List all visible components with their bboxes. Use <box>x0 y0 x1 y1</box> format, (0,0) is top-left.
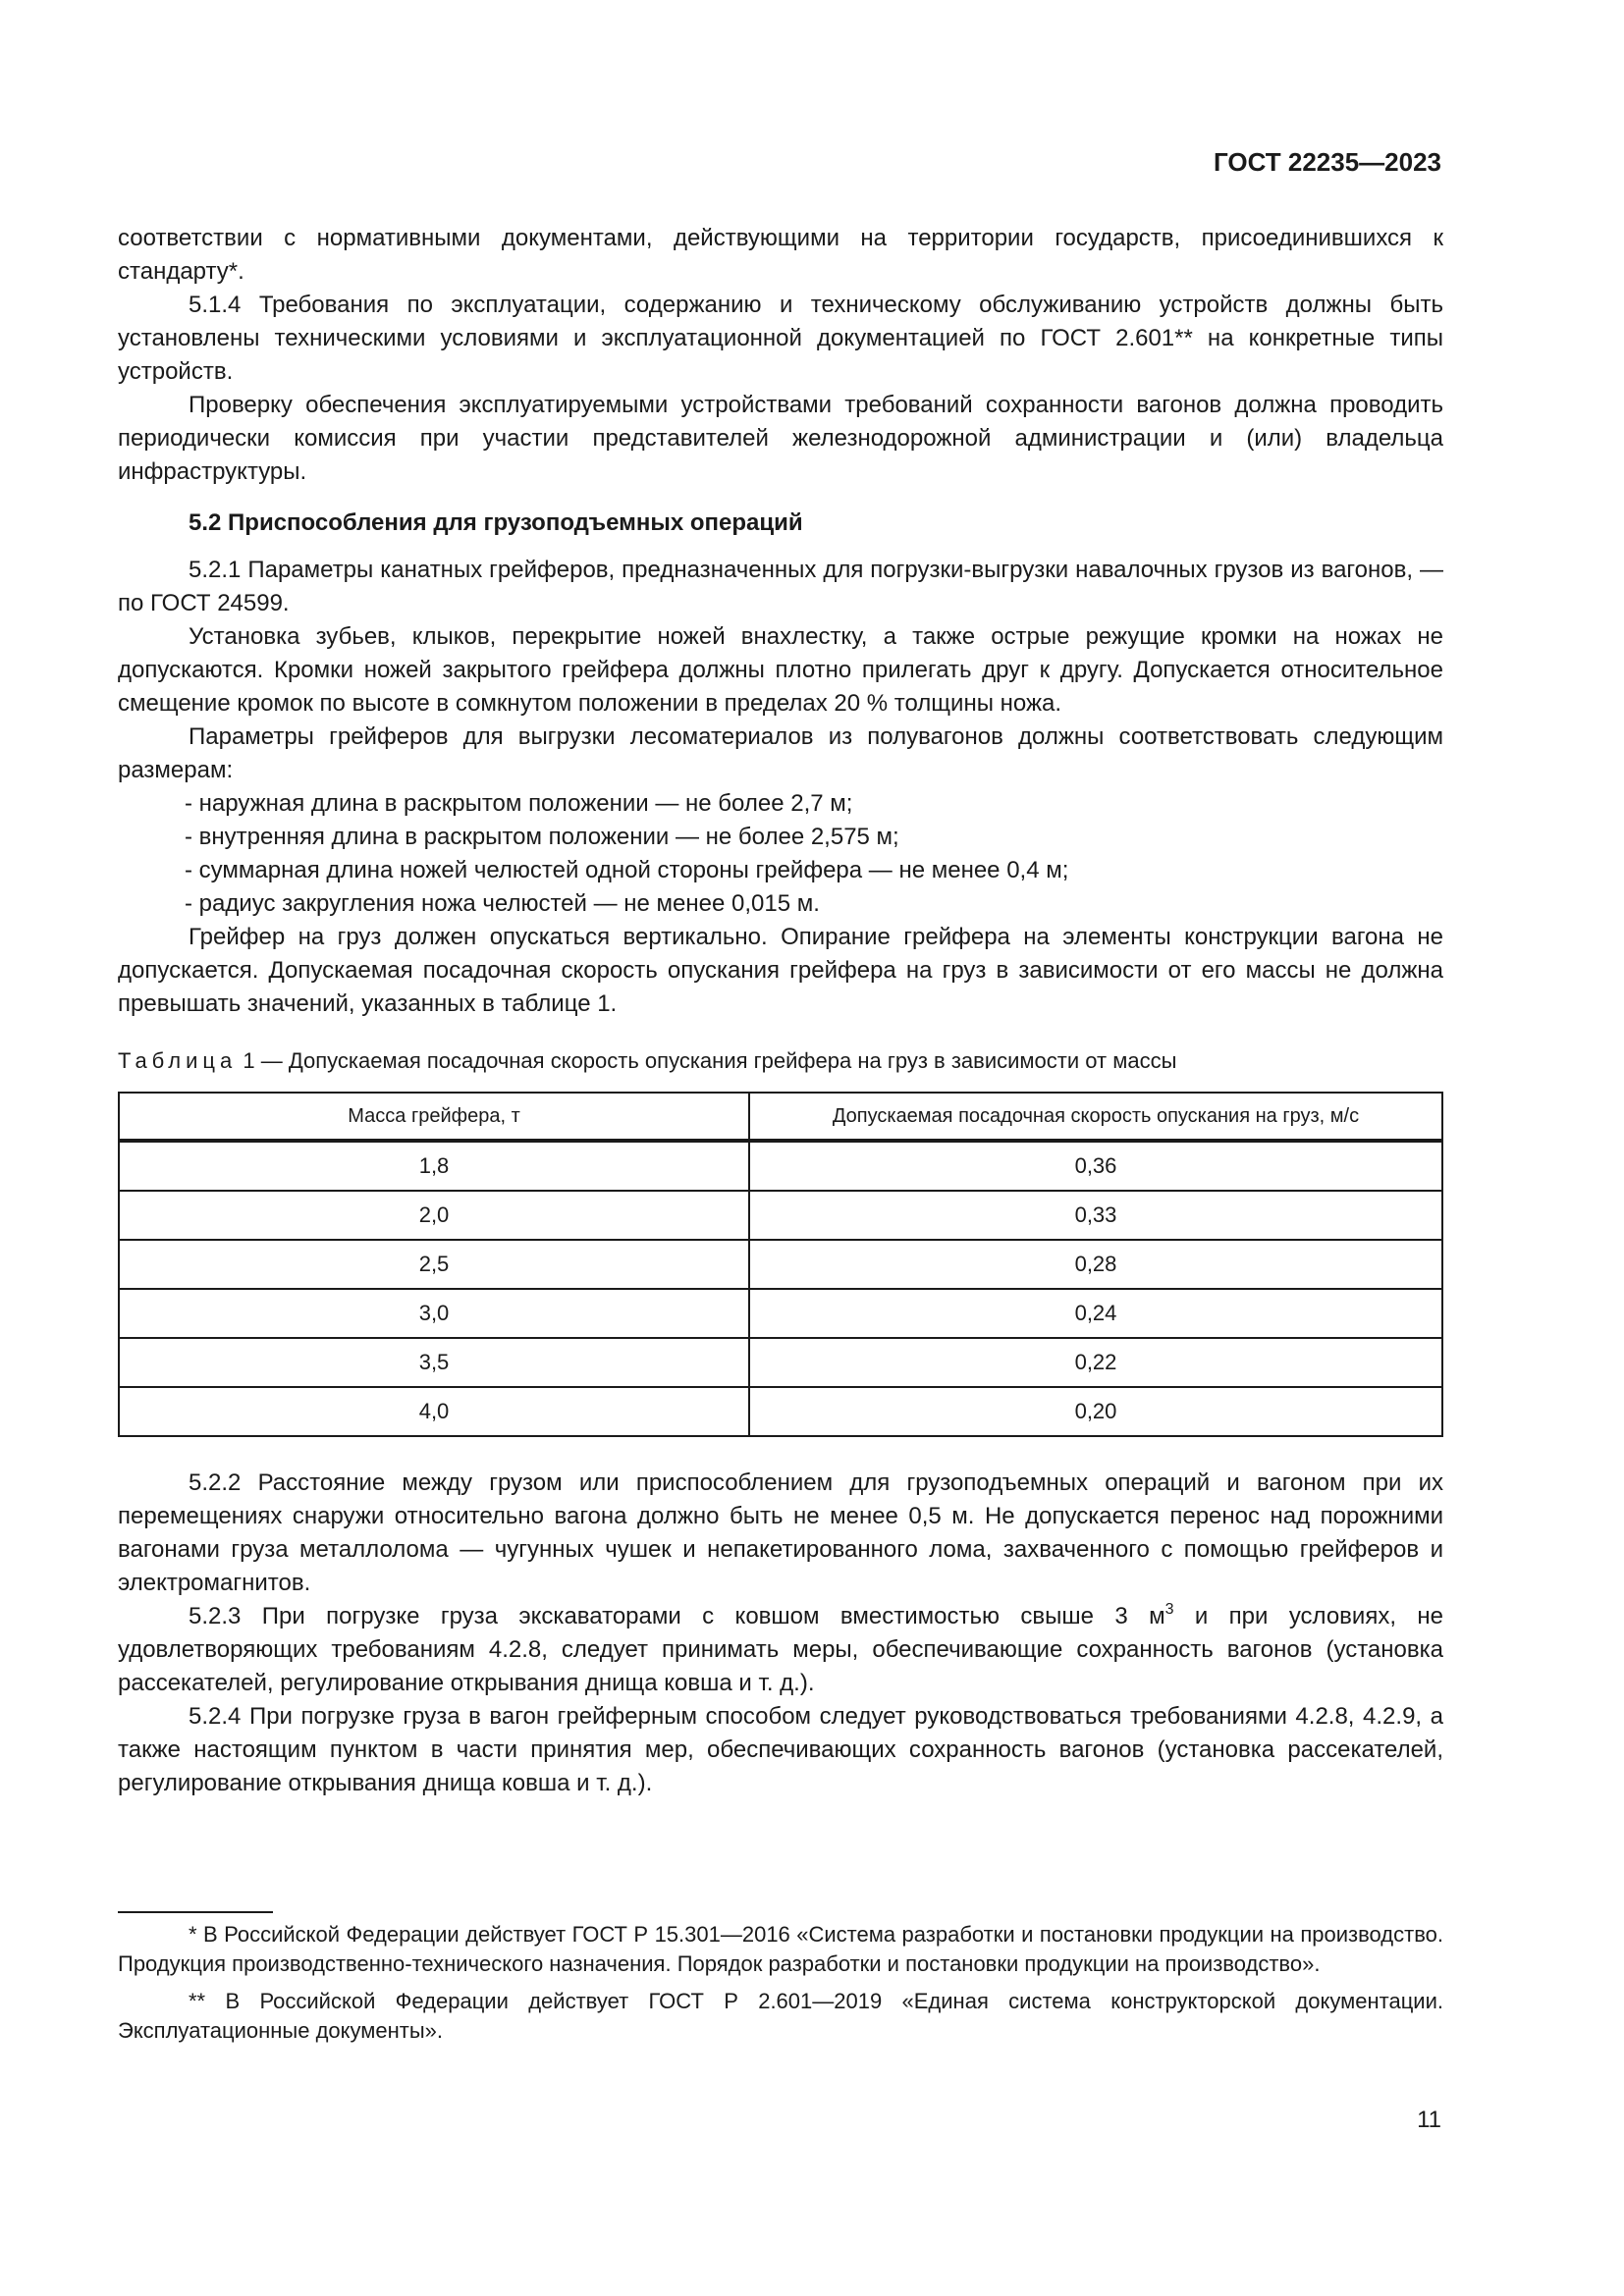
main-text <box>118 222 1443 1800</box>
table-row <box>119 1289 1442 1338</box>
table-row <box>119 1191 1442 1240</box>
paragraph: Грейфер на груз должен опускаться вертикально. Опирание грейфера на элементы конструкции вагона не допускается. Допускаемая посадочная скорость опускания грейфера на груз в зависимости от его массы не должна превышать значений, указанных в таблице 1. <box>118 924 1443 1017</box>
mass-cell: 2,5 <box>119 1240 749 1289</box>
paragraph: Установка зубьев, клыков, перекрытие ножей внахлестку, а также острые режущие кромки на ножах не допускаются. Кромки ножей закрытого грейфера должны плотно прилегать друг к другу. Допускается относительное смещение кромок по высоте в сомкнутом положении в пределах 20 % толщины ножа. <box>118 623 1443 717</box>
speed-cell: 0,22 <box>749 1338 1442 1387</box>
paragraph-text: 5.2.3 При погрузке груза экскаваторами с ковшом вместимостью свыше 3 м <box>189 1603 1165 1629</box>
table-row <box>119 1240 1442 1289</box>
paragraph: Проверку обеспечения эксплуатируемыми устройствами требований сохранности вагонов должна проводить периодически комиссия при участии представителей железнодорожной администрации и (или) владельца инфраструктуры. <box>118 392 1443 485</box>
speed-cell: 0,20 <box>749 1387 1442 1436</box>
speed-cell: 0,33 <box>749 1191 1442 1240</box>
page-number: 11 <box>1417 2107 1441 2133</box>
mass-cell: 2,0 <box>119 1191 749 1240</box>
column-header: Допускаемая посадочная скорость опускания на груз, м/с <box>749 1093 1442 1141</box>
superscript: 3 <box>1164 1601 1174 1618</box>
speed-cell: 0,36 <box>749 1141 1442 1191</box>
paragraph: 5.2.4 При погрузке груза в вагон грейферным способом следует руководствоваться требованиями 4.2.8, 4.2.9, а также настоящим пунктом в части принятия мер, обеспечивающих сохранность вагонов (установка рассекателей, регулирование открывания днища ковша и т. д.). <box>118 1703 1443 1796</box>
table-caption-label: Таблица <box>118 1048 238 1073</box>
table-header-row <box>119 1093 1442 1141</box>
table-caption <box>118 1044 1443 1078</box>
footnote: ** В Российской Федерации действует ГОСТ Р 2.601—2019 «Единая система конструкторской документации. Эксплуатационные документы». <box>118 1989 1443 2043</box>
mass-cell: 4,0 <box>119 1387 749 1436</box>
column-header: Масса грейфера, т <box>119 1093 749 1141</box>
mass-cell: 3,0 <box>119 1289 749 1338</box>
list-item: - суммарная длина ножей челюстей одной стороны грейфера — не менее 0,4 м; <box>185 857 1069 883</box>
speed-cell: 0,24 <box>749 1289 1442 1338</box>
paragraph: 5.1.4 Требования по эксплуатации, содержанию и техническому обслуживанию устройств должны быть установлены техническими условиями и эксплуатационной документацией по ГОСТ 2.601** на конкретные типы устройств. <box>118 292 1443 385</box>
list-item: - радиус закругления ножа челюстей — не менее 0,015 м. <box>185 890 820 917</box>
footnotes <box>118 1920 1443 2054</box>
paragraph: Параметры грейферов для выгрузки лесоматериалов из полувагонов должны соответствовать следующим размерам: <box>118 723 1443 783</box>
paragraph: 5.2.2 Расстояние между грузом или приспособлением для грузоподъемных операций и вагоном при их перемещениях снаружи относительно вагона должно быть не менее 0,5 м. Не допускается перенос над порожними вагонами груза металлолома — чугунных чушек и непакетированного лома, захваченного с помощью грейферов и электромагнитов. <box>118 1469 1443 1596</box>
section-heading: 5.2 Приспособления для грузоподъемных операций <box>189 509 803 536</box>
paragraph-text: и при условиях, не удовлетворяющих требованиям 4.2.8, следует принимать меры, обеспечивающие сохранность вагонов (установка рассекателей, регулирование открывания днища ковша и т. д.). <box>118 1603 1443 1696</box>
page-header-doc-id: ГОСТ 22235—2023 <box>1214 147 1441 177</box>
footnote: * В Российской Федерации действует ГОСТ Р 15.301—2016 «Система разработки и постановки продукции на производство. Продукция производственно-технического назначения. Порядок разработки и постановки продукции на производство». <box>118 1922 1443 1976</box>
footnote-divider <box>118 1911 273 1913</box>
speed-table <box>118 1092 1443 1437</box>
speed-cell: 0,28 <box>749 1240 1442 1289</box>
mass-cell: 3,5 <box>119 1338 749 1387</box>
table-row <box>119 1141 1442 1191</box>
table-caption-text: 1 — Допускаемая посадочная скорость опускания грейфера на груз в зависимости от массы <box>237 1048 1177 1073</box>
table-row <box>119 1387 1442 1436</box>
list-item: - наружная длина в раскрытом положении — не более 2,7 м; <box>185 790 853 817</box>
paragraph: соответствии с нормативными документами, действующими на территории государств, присоединившихся к стандарту*. <box>118 225 1443 285</box>
paragraph: 5.2.1 Параметры канатных грейферов, предназначенных для погрузки-выгрузки навалочных грузов из вагонов, — по ГОСТ 24599. <box>118 557 1443 616</box>
paragraph <box>118 1600 1443 1700</box>
list-item: - внутренняя длина в раскрытом положении — не более 2,575 м; <box>185 824 899 850</box>
table-row <box>119 1338 1442 1387</box>
mass-cell: 1,8 <box>119 1141 749 1191</box>
